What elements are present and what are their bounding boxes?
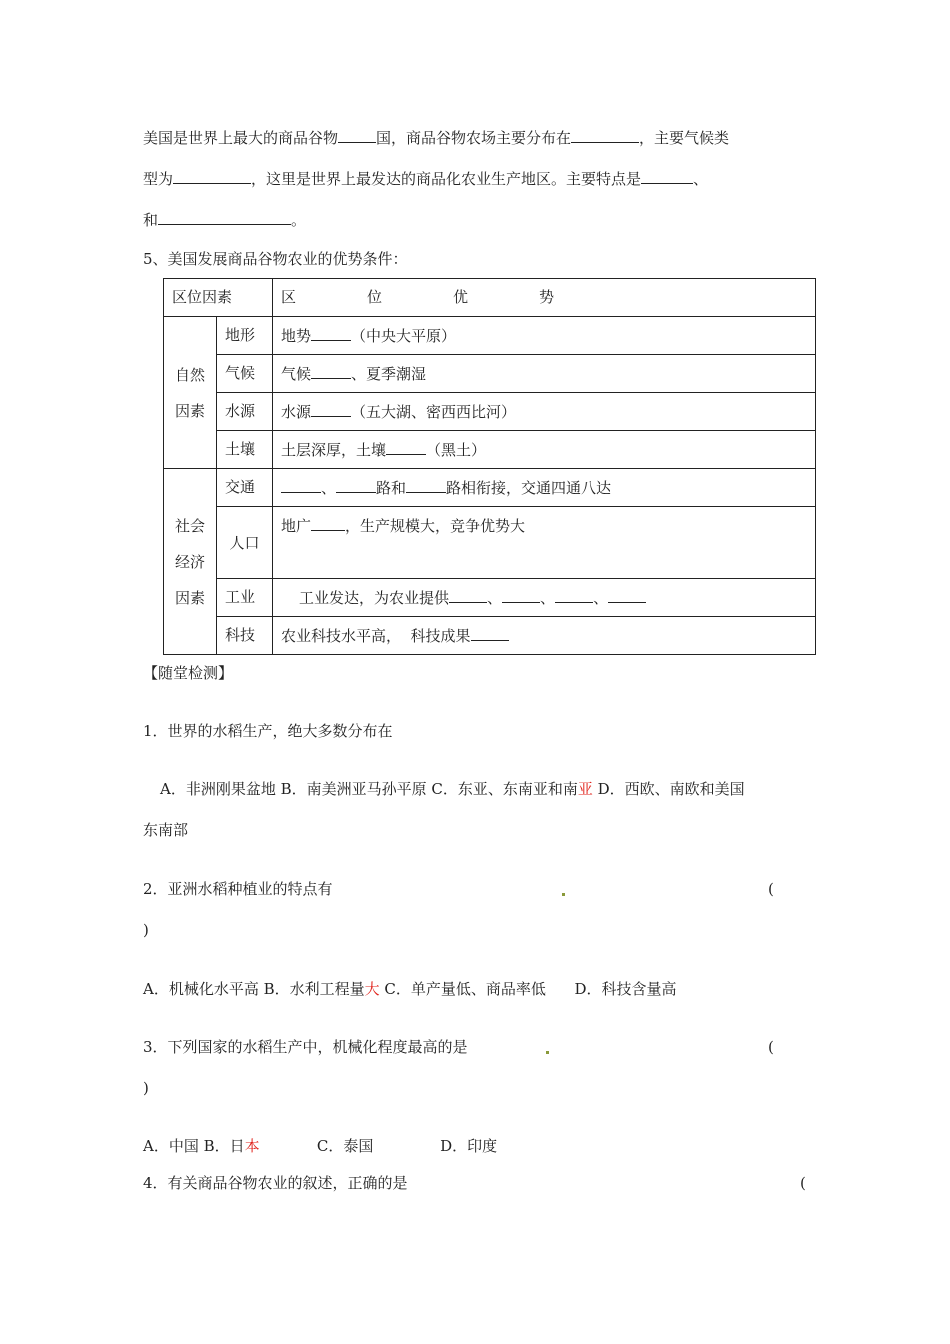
answer-paren-open: ( bbox=[768, 880, 774, 898]
intro-text: 型为 bbox=[143, 170, 174, 188]
table-row bbox=[164, 355, 816, 393]
factor-advantage: 水源 （五大湖、密西西比河） bbox=[273, 393, 816, 431]
factor-name: 气候 bbox=[217, 355, 273, 393]
table-row bbox=[164, 279, 816, 317]
question-2-stem: 2．亚洲水稻种植业的特点有 bbox=[143, 880, 333, 898]
blank bbox=[158, 209, 291, 225]
blank bbox=[338, 127, 376, 143]
question-3-stem: 3．下列国家的水稻生产中，机械化程度最高的是 bbox=[143, 1038, 468, 1056]
intro-text: 和 bbox=[143, 211, 159, 229]
answer-paren-close: ) bbox=[143, 921, 149, 939]
factor-name: 工业 bbox=[217, 579, 273, 617]
factor-name: 科技 bbox=[217, 617, 273, 655]
question-3-options: A．中国 B．日本 C．泰国 D．印度 bbox=[143, 1137, 498, 1155]
factor-advantage: 地广 ，生产规模大，竞争优势大 bbox=[273, 507, 816, 579]
factor-advantage: 地势 （中央大平原） bbox=[273, 317, 816, 355]
table-row bbox=[164, 507, 816, 579]
intro-text: ，这里是世界上最发达的商品化农业生产地区。主要特点是 bbox=[251, 170, 642, 188]
factor-name: 水源 bbox=[217, 393, 273, 431]
mark-dot bbox=[546, 1051, 549, 1054]
section-title: 【随堂检测】 bbox=[143, 664, 234, 682]
intro-text: 美国是世界上最大的商品谷物 bbox=[143, 129, 339, 147]
intro-line-2 bbox=[143, 168, 708, 189]
factor-name: 土壤 bbox=[217, 431, 273, 469]
mark-dot bbox=[562, 893, 565, 896]
table-row bbox=[164, 431, 816, 469]
factor-name: 地形 bbox=[217, 317, 273, 355]
question-4-stem: 4．有关商品谷物农业的叙述，正确的是 bbox=[143, 1174, 408, 1192]
blank bbox=[641, 168, 693, 184]
answer-paren-open: ( bbox=[800, 1174, 806, 1192]
intro-text: ，主要气候类 bbox=[639, 129, 730, 147]
blank bbox=[571, 127, 639, 143]
intro-line-1 bbox=[143, 127, 729, 148]
factor-name: 交通 bbox=[217, 469, 273, 507]
question-1-options-wrap: 东南部 bbox=[143, 821, 189, 839]
table-row bbox=[164, 393, 816, 431]
factor-advantage: 农业科技水平高， 科技成果 bbox=[273, 617, 816, 655]
question-1-options: A．非洲刚果盆地 B．南美洲亚马孙平原 C．东亚、东南亚和南亚 D．西欧、南欧和美国 bbox=[160, 780, 745, 798]
table-header-advantage: 区 位 优 势 bbox=[273, 279, 816, 317]
factors-table bbox=[163, 278, 816, 655]
intro-text: 、 bbox=[693, 170, 709, 188]
table-row bbox=[164, 317, 816, 355]
natural-factor-label: 自然 因素 bbox=[164, 317, 217, 469]
factor-advantage: 土层深厚，土壤 （黑土） bbox=[273, 431, 816, 469]
question-2-options: A．机械化水平高 B．水利工程量大 C．单产量低、商品率低 D．科技含量高 bbox=[143, 980, 677, 998]
table-header-factor: 区位因素 bbox=[164, 279, 273, 317]
factor-advantage: 、 路和 路相衔接，交通四通八达 bbox=[273, 469, 816, 507]
q5-title: 5、美国发展商品谷物农业的优势条件： bbox=[143, 250, 408, 268]
table-row bbox=[164, 469, 816, 507]
table-row bbox=[164, 617, 816, 655]
blank bbox=[173, 168, 251, 184]
intro-text: 国，商品谷物农场主要分布在 bbox=[376, 129, 572, 147]
question-1-stem: 1．世界的水稻生产，绝大多数分布在 bbox=[143, 722, 393, 740]
intro-line-3 bbox=[143, 209, 306, 230]
intro-text: 。 bbox=[291, 211, 307, 229]
social-factor-label: 社会 经济 因素 bbox=[164, 469, 217, 655]
factor-advantage: 气候 、夏季潮湿 bbox=[273, 355, 816, 393]
answer-paren-open: ( bbox=[768, 1038, 774, 1056]
answer-paren-close: ) bbox=[143, 1079, 149, 1097]
factor-advantage: 工业发达，为农业提供 、 、 、 bbox=[273, 579, 816, 617]
factor-name: 人口 bbox=[217, 507, 273, 579]
table-row bbox=[164, 579, 816, 617]
